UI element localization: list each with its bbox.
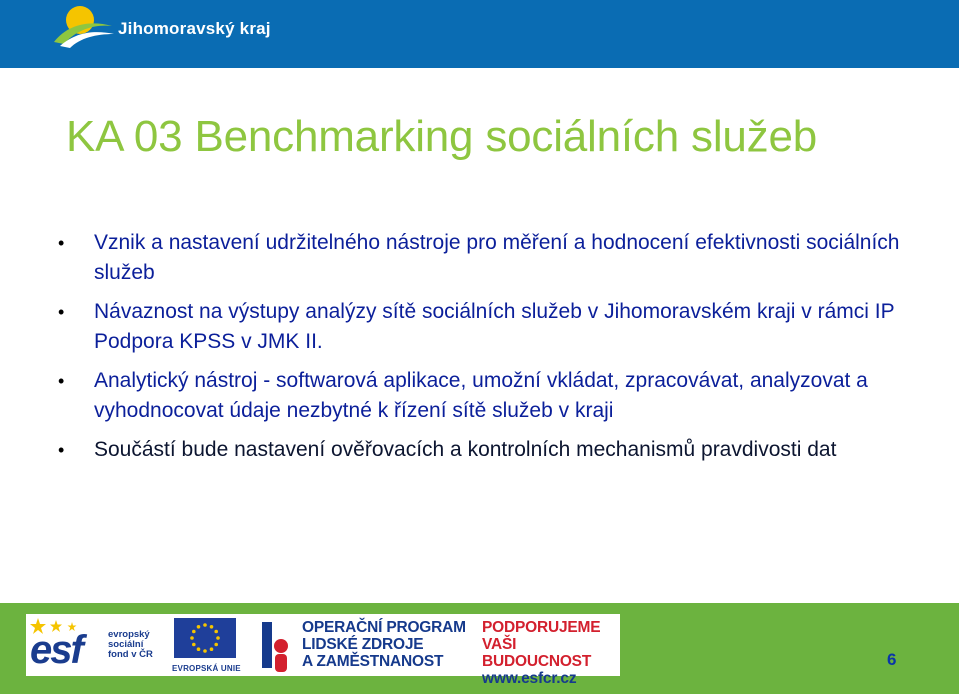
- bullet-item: [58, 366, 918, 426]
- bullet-text: Návaznost na výstupy analýzy sítě sociálních služeb v Jihomoravském kraji v rámci IP Podpora KPSS v JMK II.: [94, 300, 895, 353]
- support-line: VAŠI BUDOUCNOST: [482, 636, 592, 670]
- oplz-program-name: [302, 619, 466, 670]
- esf-letters: esf: [30, 628, 82, 672]
- page-number: 6: [887, 650, 897, 669]
- bullet-dot: •: [58, 302, 65, 322]
- bullet-dot: •: [58, 233, 65, 253]
- bullet-text: Součástí bude nastavení ověřovacích a kontrolních mechanismů pravdivosti dat: [94, 438, 837, 461]
- esf-caption-line: sociální: [108, 639, 144, 650]
- oplz-line: A ZAMĚSTNANOST: [302, 653, 444, 670]
- bullet-dot: •: [58, 371, 65, 391]
- bullet-dot: •: [58, 440, 65, 460]
- oplz-line: LIDSKÉ ZDROJE: [302, 636, 424, 653]
- esf-caption-line: fond v ČR: [108, 649, 153, 660]
- support-slogan: [482, 619, 620, 687]
- esf-logo: [26, 614, 250, 676]
- partner-logos-strip: [26, 614, 620, 687]
- header-bar: [0, 0, 959, 68]
- bullet-text: Analytický nástroj - softwarová aplikace, umožní vkládat, zpracovávat, analyzovat a vyhodnocovat údaje nezbytné k řízení sítě služeb v kraji: [94, 369, 868, 422]
- support-line: PODPORUJEME: [482, 619, 601, 636]
- slide-title: KA 03 Benchmarking sociálních služeb: [66, 112, 818, 161]
- eu-caption: EVROPSKÁ UNIE: [172, 664, 241, 673]
- esf-website-link[interactable]: www.esfcr.cz: [482, 670, 577, 687]
- bullet-text: Vznik a nastavení udržitelného nástroje pro měření a hodnocení efektivnosti sociálních služeb: [94, 231, 900, 284]
- eu-flag-icon: [174, 618, 236, 658]
- footer-bar: [0, 603, 959, 694]
- bullet-item: [58, 297, 918, 357]
- jmk-sun-logo-icon: [50, 2, 116, 48]
- oplz-figure-icon: [260, 616, 290, 674]
- bullet-item: [58, 435, 918, 465]
- oplz-line: OPERAČNÍ PROGRAM: [302, 619, 466, 636]
- esf-caption: [108, 630, 153, 660]
- bullet-list: [58, 228, 918, 465]
- brand-name: Jihomoravský kraj: [118, 19, 271, 38]
- esf-caption-line: evropský: [108, 629, 150, 640]
- bullet-item: [58, 228, 918, 288]
